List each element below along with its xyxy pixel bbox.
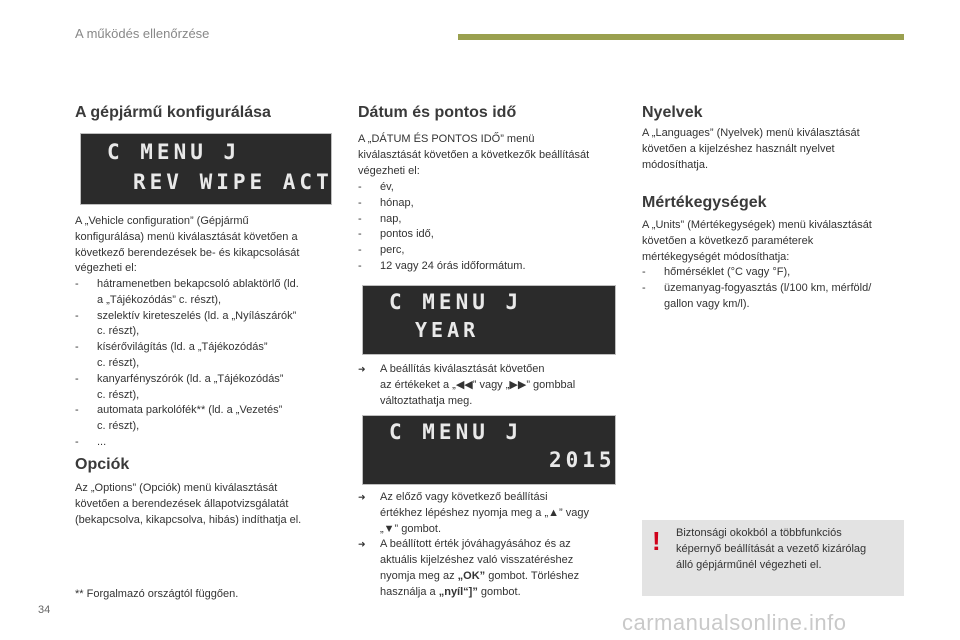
- display-line-1: C MENU J: [389, 290, 523, 314]
- list-item: - pontos idő,: [358, 228, 434, 241]
- step-change-setting: ➜ Az előző vagy következő beállítási értékhez lépéshez nyomja meg a „▲” vagy „▼” gombot. ➜ A beállított érték jóváhagyásához és az aktuális kijelzéshez való visszatéréshez nyomja meg az „OK” gombot. Törléshez használja a „nyíl“]” gombot.: [358, 491, 589, 598]
- step-select-value: ➜ A beállítás kiválasztását követően az értékeket a „◀◀” vagy „▶▶” gombbal változtathatja meg.: [358, 363, 576, 407]
- date-time-list: [358, 180, 526, 275]
- list-item: - hátramenetben bekapcsoló ablaktörlő (ld.: [75, 278, 299, 290]
- vehicle-config-list: - hátramenetben bekapcsoló ablaktörlő (ld. a „Tájékozódás” c. részt), - szelektív kireteszelés (ld. a „Nyílászárók” c. részt), - kísérővilágítás (ld. a „Tájékozódás” c. részt), - kanyarfényszórók (ld. a „Tájékozódás” c. részt), - automata parkolófék** (ld. a „Vezetés” c. részt), - ...: [75, 277, 299, 451]
- list-item: - kísérővilágítás (ld. a „Tájékozódás”: [75, 341, 268, 354]
- list-item: - 12 vagy 24 órás időformátum.: [358, 259, 526, 272]
- display-line-2: YEAR: [415, 318, 480, 342]
- vehicle-config-intro: A „Vehicle configuration” (Gépjármű konfigurálása) menü kiválasztását követően a következő berendezések be- és kikapcsolását végezheti el:: [75, 215, 300, 275]
- page-header-title: A működés ellenőrzése: [75, 26, 210, 41]
- warning-icon: !: [652, 526, 661, 556]
- units-text: A „Units” (Mértékegységek) menü kiválasztását követően a következő paraméterek mértékegységét módosíthatja: - hőmérséklet (°C vagy °F), - üzemanyag-fogyasztás (l/100 km, mérföld/ gallon vagy km/l).: [642, 219, 872, 310]
- arrow-bullet-icon: ➜: [358, 492, 366, 502]
- page-number: 34: [38, 604, 51, 616]
- list-item: - nap,: [358, 212, 402, 225]
- list-item: - év,: [358, 181, 394, 193]
- header-bar: [458, 34, 904, 40]
- display-line-2: REV WIPE ACT: [133, 170, 333, 194]
- heading-languages: Nyelvek: [642, 104, 703, 121]
- ok-button-label: „OK”: [457, 569, 486, 582]
- display-year: [362, 285, 616, 355]
- display-line-1: C MENU J: [389, 420, 523, 444]
- arrow-bullet-icon: ➜: [358, 539, 366, 550]
- display-vehicle-config: [80, 133, 332, 205]
- heading-date-time: Dátum és pontos idő: [358, 104, 517, 121]
- list-item: - perc,: [358, 244, 405, 257]
- safety-warning-box: [642, 520, 904, 596]
- display-year-value: [362, 415, 616, 485]
- arrow-bullet-icon: ➜: [358, 364, 366, 374]
- list-item: - kanyarfényszórók (ld. a „Tájékozódás”: [75, 372, 284, 385]
- list-item: - ...: [75, 435, 107, 448]
- heading-units: Mértékegységek: [642, 194, 767, 211]
- date-time-intro: A „DÁTUM ÉS PONTOS IDŐ” menü kiválasztását követően a következők beállítását végezheti el:: [358, 133, 590, 177]
- list-item: - hőmérséklet (°C vagy °F),: [642, 266, 791, 279]
- list-item: - automata parkolófék** (ld. a „Vezetés”: [75, 404, 283, 417]
- list-item: - üzemanyag-fogyasztás (l/100 km, mérföld/: [642, 282, 872, 295]
- heading-options: Opciók: [75, 456, 130, 473]
- list-item: - szelektív kireteszelés (ld. a „Nyílászárók”: [75, 309, 297, 322]
- options-text: Az „Options” (Opciók) menü kiválasztását követően a berendezések állapotvizsgálatát (bekapcsolva, kikapcsolva, hibás) indíthatja el.: [75, 482, 302, 526]
- display-line-2: 2015: [549, 448, 616, 472]
- safety-warning-text: Biztonsági okokból a többfunkciós képernyő beállítását a vezető kizárólag álló gépjárműnél végezheti el.: [676, 527, 867, 571]
- footnote: ** Forgalmazó országtól függően.: [75, 588, 239, 600]
- heading-vehicle-config: A gépjármű konfigurálása: [75, 104, 271, 121]
- list-item: - hónap,: [358, 196, 414, 209]
- back-button-label: „nyíl“]”: [438, 585, 478, 598]
- languages-text: A „Languages” (Nyelvek) menü kiválasztását követően a kijelzéshez használt nyelvet módosíthatja.: [642, 127, 860, 171]
- watermark: carmanualsonline.info: [622, 610, 847, 635]
- display-line-1: C MENU J: [107, 140, 241, 164]
